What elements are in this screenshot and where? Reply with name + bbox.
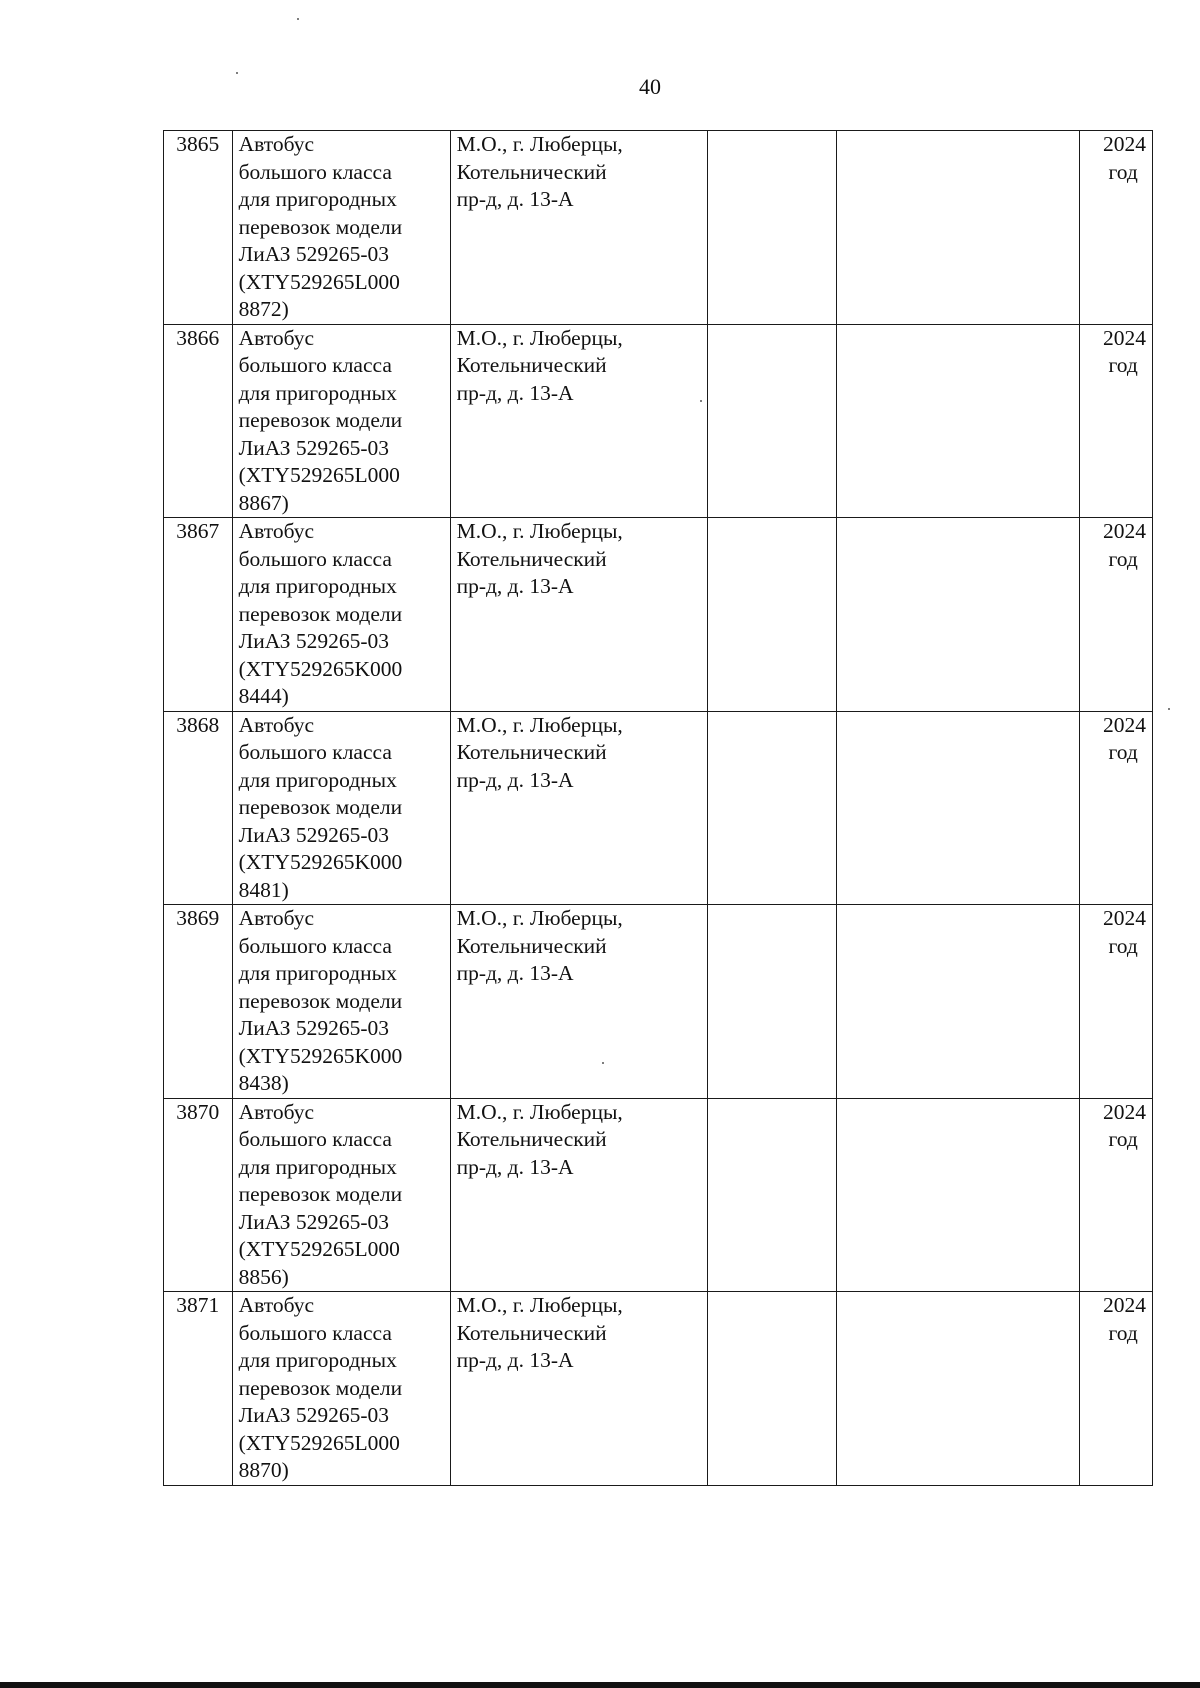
vehicle-description-line: для пригородных [238,767,397,792]
vehicle-description-line: 8867) [238,490,289,515]
vehicle-description-line: перевозок модели [238,214,403,239]
address-cell [450,1098,707,1292]
table-row [164,1292,1153,1486]
year-unit: год [1108,353,1138,377]
page-number: 40 [639,74,661,99]
empty-cell [837,324,1080,518]
vehicle-description-line: большого класса [238,1127,392,1151]
address-line: М.О., г. Люберцы, [456,712,623,737]
vehicle-description-line: перевозок модели [238,408,403,432]
empty-cell [837,1292,1080,1486]
vehicle-description-line: 8481) [238,877,289,902]
address-line: М.О., г. Люберцы, [456,1293,623,1317]
year-cell [1080,1098,1153,1292]
vehicle-description-line: для пригородных [238,961,397,985]
vehicle-description-line: (XTY529265K000 [238,850,403,874]
vehicle-description-line: 8444) [238,684,289,708]
vehicle-description-line: перевозок модели [238,988,403,1013]
year-unit: год [1108,933,1138,958]
table-row [164,518,1153,712]
row-number-cell: 3868 [164,711,233,905]
address-line: Котельнический [456,740,607,764]
year-value: 2024 [1103,325,1146,350]
empty-cell [707,905,836,1099]
vehicle-description-line: ЛиАЗ 529265-03 [238,629,389,653]
address-cell [450,905,707,1099]
address-line: Котельнический [456,1320,607,1345]
vehicle-description-cell [232,131,450,325]
empty-cell [837,711,1080,905]
vehicle-description-line: (XTY529265L000 [238,1237,400,1261]
vehicle-description-line: Автобус [238,906,315,930]
vehicle-description-line: (XTY529265L000 [238,269,400,294]
address-line: Котельнический [456,546,607,571]
year-cell [1080,324,1153,518]
table-row [164,131,1153,325]
vehicle-description-line: (XTY529265L000 [238,1430,400,1455]
address-line: Котельнический [456,159,607,184]
vehicle-description-cell [232,1098,450,1292]
vehicle-description-line: Автобус [238,1099,315,1124]
vehicle-description-line: Автобус [238,712,315,737]
address-line: Котельнический [456,933,607,958]
empty-cell [837,131,1080,325]
year-value: 2024 [1103,1099,1146,1124]
row-number-cell: 3865 [164,131,233,325]
empty-cell [837,518,1080,712]
vehicle-description-line: 8872) [238,297,289,321]
address-line: пр-д, д. 13-А [456,187,574,211]
year-cell [1080,1292,1153,1486]
address-line: М.О., г. Люберцы, [456,519,623,543]
vehicle-description-line: ЛиАЗ 529265-03 [238,242,389,266]
vehicle-description-line: Автобус [238,1293,315,1317]
table-row [164,324,1153,518]
registry-table-body [164,131,1153,1486]
vehicle-description-line: ЛиАЗ 529265-03 [238,1209,389,1234]
year-unit: год [1108,546,1138,571]
vehicle-registry-table [163,130,1153,1486]
vehicle-description-line: большого класса [238,1320,392,1345]
vehicle-description-cell [232,324,450,518]
empty-cell [707,518,836,712]
vehicle-description-line: (XTY529265K000 [238,656,403,681]
scan-speck [700,400,702,402]
address-line: Котельнический [456,353,607,377]
scan-speck [236,72,238,74]
year-value: 2024 [1103,1293,1146,1317]
vehicle-description-cell [232,1292,450,1486]
address-cell [450,518,707,712]
address-line: Котельнический [456,1127,607,1151]
vehicle-description-line: 8438) [238,1071,289,1095]
row-number-cell: 3871 [164,1292,233,1486]
vehicle-description-line: ЛиАЗ 529265-03 [238,1403,389,1427]
vehicle-description-line: 8856) [238,1264,289,1289]
scan-bottom-edge [0,1682,1200,1688]
vehicle-description-line: 8870) [238,1458,289,1482]
table-row [164,1098,1153,1292]
scan-speck [297,18,299,20]
vehicle-description-line: перевозок модели [238,795,403,819]
vehicle-description-line: большого класса [238,933,392,958]
year-unit: год [1108,159,1138,184]
vehicle-description-line: большого класса [238,740,392,764]
year-unit: год [1108,740,1138,764]
address-cell [450,131,707,325]
year-cell [1080,131,1153,325]
empty-cell [707,324,836,518]
vehicle-description-line: большого класса [238,353,392,377]
scan-speck [1168,708,1170,710]
vehicle-description-cell [232,905,450,1099]
row-number-cell: 3870 [164,1098,233,1292]
vehicle-description-cell [232,518,450,712]
address-line: пр-д, д. 13-А [456,574,574,598]
vehicle-description-line: Автобус [238,325,315,350]
address-line: М.О., г. Люберцы, [456,132,623,156]
year-cell [1080,518,1153,712]
year-cell [1080,905,1153,1099]
vehicle-description-line: (XTY529265K000 [238,1043,403,1068]
table-row [164,905,1153,1099]
address-line: пр-д, д. 13-А [456,380,574,405]
row-number-cell: 3867 [164,518,233,712]
vehicle-description-line: Автобус [238,132,315,156]
vehicle-description-line: Автобус [238,519,315,543]
vehicle-description-line: для пригородных [238,1348,397,1372]
address-line: М.О., г. Люберцы, [456,325,623,350]
vehicle-description-line: перевозок модели [238,1375,403,1400]
vehicle-description-line: для пригородных [238,1154,397,1179]
vehicle-description-line: для пригородных [238,574,397,598]
vehicle-description-line: большого класса [238,159,392,184]
year-cell [1080,711,1153,905]
vehicle-description-line: для пригородных [238,187,397,211]
address-cell [450,711,707,905]
address-line: М.О., г. Люберцы, [456,1099,623,1124]
empty-cell [837,905,1080,1099]
year-value: 2024 [1103,906,1146,930]
address-cell [450,1292,707,1486]
empty-cell [707,131,836,325]
scan-speck [602,1062,604,1064]
address-line: пр-д, д. 13-А [456,1348,574,1372]
address-line: пр-д, д. 13-А [456,767,574,792]
empty-cell [707,1098,836,1292]
year-value: 2024 [1103,132,1146,156]
row-number-cell: 3869 [164,905,233,1099]
vehicle-description-line: ЛиАЗ 529265-03 [238,822,389,847]
vehicle-description-line: перевозок модели [238,1182,403,1206]
address-cell [450,324,707,518]
vehicle-description-line: большого класса [238,546,392,571]
vehicle-description-line: ЛиАЗ 529265-03 [238,435,389,460]
vehicle-description-cell [232,711,450,905]
address-line: пр-д, д. 13-А [456,961,574,985]
row-number-cell: 3866 [164,324,233,518]
vehicle-description-line: ЛиАЗ 529265-03 [238,1016,389,1040]
address-line: М.О., г. Люберцы, [456,906,623,930]
vehicle-description-line: (XTY529265L000 [238,463,400,487]
empty-cell [707,711,836,905]
table-row [164,711,1153,905]
year-unit: год [1108,1320,1138,1345]
year-unit: год [1108,1127,1138,1151]
year-value: 2024 [1103,519,1146,543]
empty-cell [707,1292,836,1486]
year-value: 2024 [1103,712,1146,737]
address-line: пр-д, д. 13-А [456,1154,574,1179]
vehicle-description-line: для пригородных [238,380,397,405]
vehicle-description-line: перевозок модели [238,601,403,626]
empty-cell [837,1098,1080,1292]
